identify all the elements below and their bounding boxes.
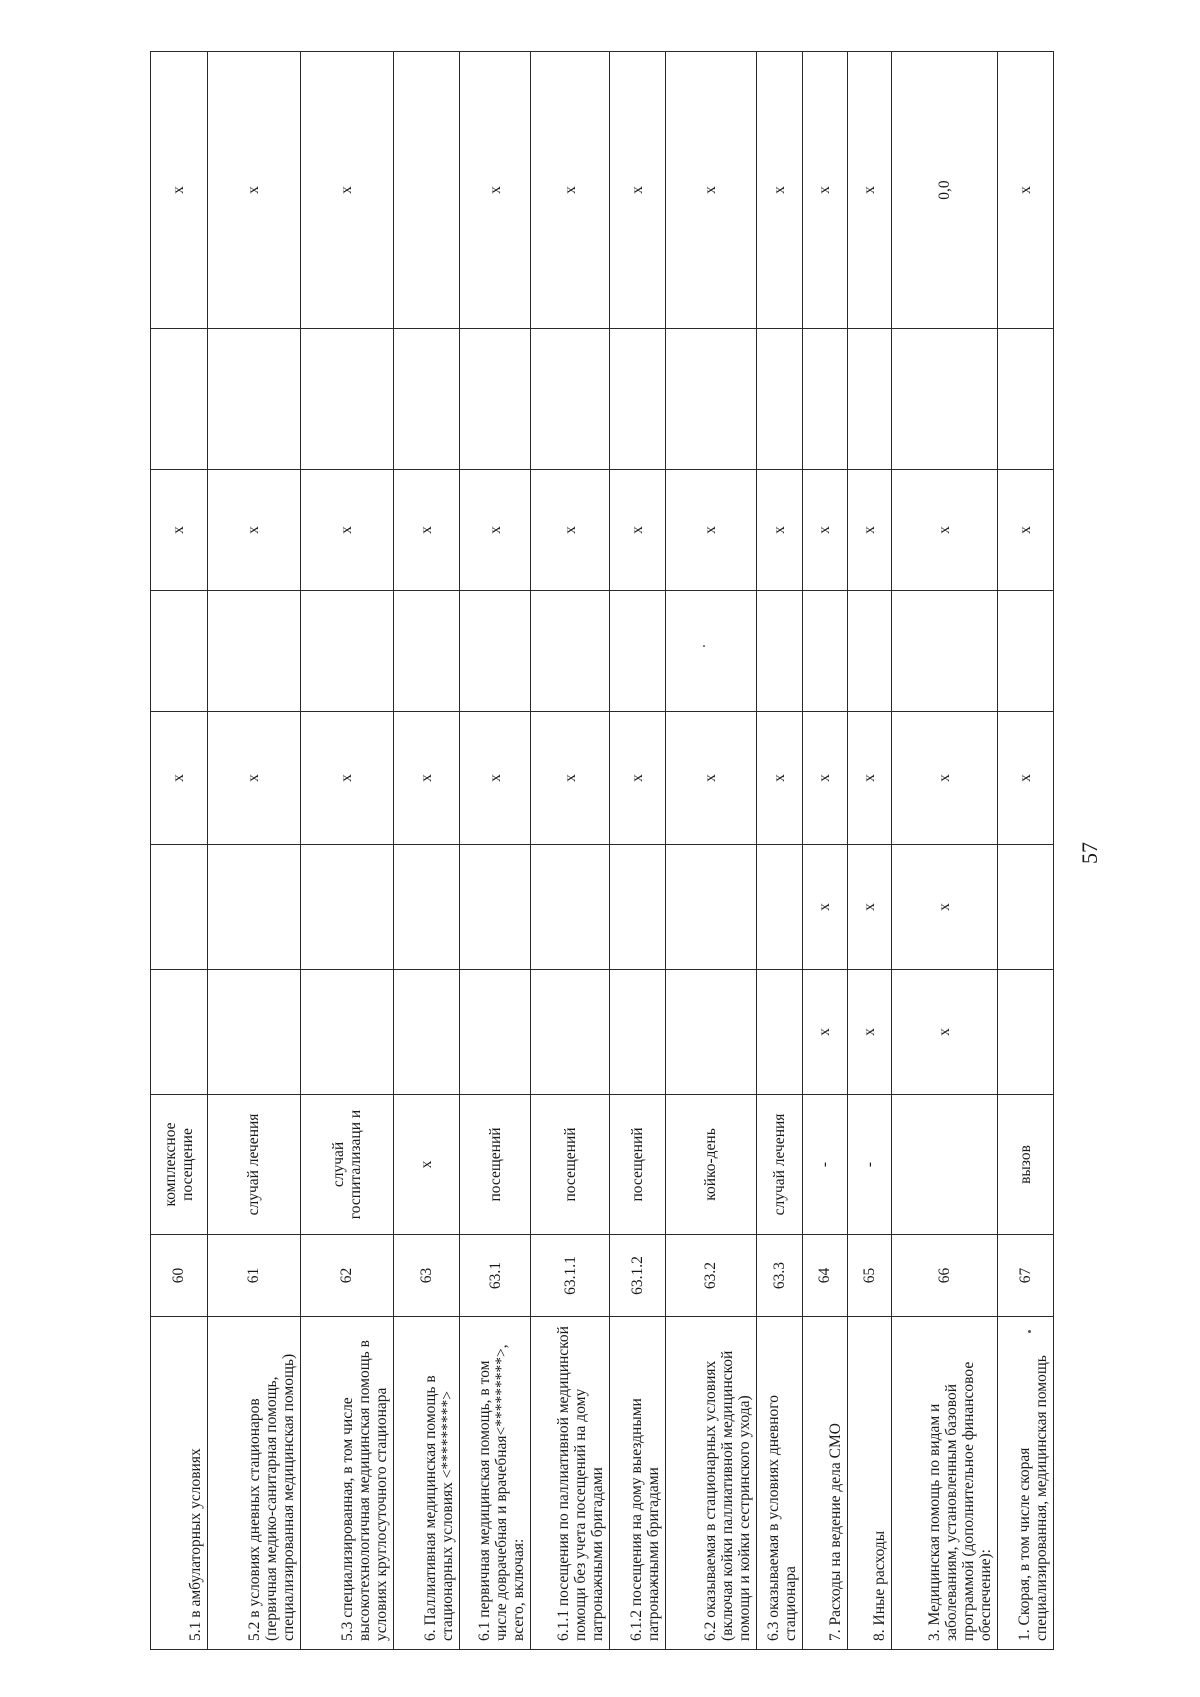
col10-cell: х [300, 52, 393, 329]
col8-cell: х [756, 470, 803, 591]
col7-cell [460, 591, 531, 712]
row-unit: - [847, 1095, 891, 1235]
col6-cell: х [460, 712, 531, 845]
col9-cell [610, 329, 665, 470]
col4-cell [665, 970, 756, 1095]
row-unit [891, 1095, 997, 1235]
col10-cell: х [610, 52, 665, 329]
col8-cell: х [207, 470, 300, 591]
col9-cell [803, 329, 847, 470]
col7-cell [756, 591, 803, 712]
row-label: 3. Медицинская помощь по видам и заболеваниям, установленным базовой программой (дополнительное финансовое обеспечение): [891, 1317, 997, 1650]
col5-cell: х [803, 845, 847, 970]
col6-cell: х [847, 712, 891, 845]
col10-cell: х [460, 52, 531, 329]
row-label: 6.2 оказываемая в стационарных условиях (включая койки паллиативной медицинской помощи и койки сестринского ухода) [665, 1317, 756, 1650]
row-code: 63.2 [665, 1235, 756, 1317]
col5-cell [300, 845, 393, 970]
table-row [756, 52, 803, 1650]
col10-cell: х [803, 52, 847, 329]
col9-cell [847, 329, 891, 470]
row-unit: случай лечения [756, 1095, 803, 1235]
col6-cell: х [756, 712, 803, 845]
col4-cell [460, 970, 531, 1095]
table-row [300, 52, 393, 1650]
col4-cell [207, 970, 300, 1095]
col7-cell [803, 591, 847, 712]
col4-cell: х [847, 970, 891, 1095]
row-unit: случай лечения [207, 1095, 300, 1235]
col9-cell [891, 329, 997, 470]
row-code: 60 [151, 1235, 208, 1317]
row-label: 6. Паллиативная медицинская помощь в стационарных условиях <*********> [393, 1317, 460, 1650]
col10-cell: х [531, 52, 610, 329]
col6-cell: х [393, 712, 460, 845]
col4-cell [300, 970, 393, 1095]
col8-cell: х [531, 470, 610, 591]
row-unit: посещений [460, 1095, 531, 1235]
row-unit: вызов [998, 1095, 1054, 1235]
row-unit: посещений [610, 1095, 665, 1235]
scan-speck [1028, 1330, 1031, 1333]
table-row [393, 52, 460, 1650]
table-row [665, 52, 756, 1650]
col8-cell: х [998, 470, 1054, 591]
row-code: 63.3 [756, 1235, 803, 1317]
col5-cell [998, 845, 1054, 970]
col10-cell: х [665, 52, 756, 329]
table-row [891, 52, 997, 1650]
col5-cell [531, 845, 610, 970]
col5-cell [665, 845, 756, 970]
col4-cell: х [891, 970, 997, 1095]
col6-cell: х [300, 712, 393, 845]
col4-cell [998, 970, 1054, 1095]
col4-cell: х [803, 970, 847, 1095]
col8-cell: х [665, 470, 756, 591]
row-unit: койко-день [665, 1095, 756, 1235]
col8-cell: х [300, 470, 393, 591]
table-row [847, 52, 891, 1650]
row-code: 63 [393, 1235, 460, 1317]
row-code: 66 [891, 1235, 997, 1317]
col7-cell [998, 591, 1054, 712]
col9-cell [998, 329, 1054, 470]
row-label: 6.1 первичная медицинская помощь, в том числе доврачебная и врачебная<*********>, всего, включая: [460, 1317, 531, 1650]
col9-cell [207, 329, 300, 470]
col4-cell [151, 970, 208, 1095]
col5-cell [207, 845, 300, 970]
col7-cell [300, 591, 393, 712]
table-row [610, 52, 665, 1650]
col7-cell [847, 591, 891, 712]
col9-cell [665, 329, 756, 470]
table-row [151, 52, 208, 1650]
row-code: 63.1.1 [531, 1235, 610, 1317]
col10-cell: х [151, 52, 208, 329]
col5-cell: х [847, 845, 891, 970]
row-unit: комплексное посещение [151, 1095, 208, 1235]
col10-cell: х [998, 52, 1054, 329]
row-label: 6.1.1 посещения по паллиативной медицинской помощи без учета посещений на дому патронажными бригадами [531, 1317, 610, 1650]
col6-cell: х [207, 712, 300, 845]
col6-cell: х [610, 712, 665, 845]
row-label: 6.3 оказываемая в условиях дневного стационара [756, 1317, 803, 1650]
col7-cell [207, 591, 300, 712]
col7-cell [610, 591, 665, 712]
col6-cell: х [998, 712, 1054, 845]
col4-cell [756, 970, 803, 1095]
col4-cell [531, 970, 610, 1095]
col6-cell: х [151, 712, 208, 845]
col6-cell: х [891, 712, 997, 845]
col9-cell [460, 329, 531, 470]
col5-cell [393, 845, 460, 970]
col10-cell: х [756, 52, 803, 329]
col4-cell [393, 970, 460, 1095]
row-label: 8. Иные расходы [847, 1317, 891, 1650]
col8-cell: х [151, 470, 208, 591]
row-unit: посещений [531, 1095, 610, 1235]
page-number: 57 [1077, 842, 1102, 864]
row-label: 5.1 в амбулаторных условиях [151, 1317, 208, 1650]
row-code: 64 [803, 1235, 847, 1317]
col10-cell: 0,0 [891, 52, 997, 329]
table-row [460, 52, 531, 1650]
col5-cell [756, 845, 803, 970]
col7-cell [531, 591, 610, 712]
row-unit: случай госпитализаци и [300, 1095, 393, 1235]
table-body [151, 52, 1054, 1650]
col9-cell [151, 329, 208, 470]
col7-cell [665, 591, 756, 712]
col5-cell [151, 845, 208, 970]
col9-cell [756, 329, 803, 470]
col7-cell [151, 591, 208, 712]
row-code: 63.1.2 [610, 1235, 665, 1317]
row-label: 5.3 специализированная, в том числе высокотехнологичная медицинская помощь в условиях круглосуточного стационара [300, 1317, 393, 1650]
col8-cell: х [891, 470, 997, 591]
col9-cell [531, 329, 610, 470]
row-code: 62 [300, 1235, 393, 1317]
funding-table [150, 51, 1054, 1650]
row-code: 61 [207, 1235, 300, 1317]
col5-cell [610, 845, 665, 970]
col5-cell [460, 845, 531, 970]
col9-cell [300, 329, 393, 470]
col10-cell [393, 52, 460, 329]
col6-cell: х [665, 712, 756, 845]
col8-cell: х [460, 470, 531, 591]
scan-speck [703, 645, 705, 647]
col7-cell [891, 591, 997, 712]
rotated-table-container [150, 52, 1054, 1650]
table-row [531, 52, 610, 1650]
table-row [207, 52, 300, 1650]
col8-cell: х [610, 470, 665, 591]
col10-cell: х [847, 52, 891, 329]
row-code: 63.1 [460, 1235, 531, 1317]
row-label: 6.1.2 посещения на дому выездными патронажными бригадами [610, 1317, 665, 1650]
col6-cell: х [531, 712, 610, 845]
row-unit: х [393, 1095, 460, 1235]
row-label: 7. Расходы на ведение дела СМО [803, 1317, 847, 1650]
table-row [998, 52, 1054, 1650]
row-label: 5.2 в условиях дневных стационаров (первичная медико-санитарная помощь, специализированная медицинская помощь) [207, 1317, 300, 1650]
col8-cell: х [847, 470, 891, 591]
col6-cell: х [803, 712, 847, 845]
table-row [803, 52, 847, 1650]
row-label: 1. Скорая, в том числе скорая специализированная, медицинская помощь [998, 1317, 1054, 1650]
col10-cell: х [207, 52, 300, 329]
col8-cell: х [393, 470, 460, 591]
row-code: 65 [847, 1235, 891, 1317]
col7-cell [393, 591, 460, 712]
row-unit: - [803, 1095, 847, 1235]
col5-cell: х [891, 845, 997, 970]
row-code: 67 [998, 1235, 1054, 1317]
col4-cell [610, 970, 665, 1095]
col9-cell [393, 329, 460, 470]
col8-cell: х [803, 470, 847, 591]
